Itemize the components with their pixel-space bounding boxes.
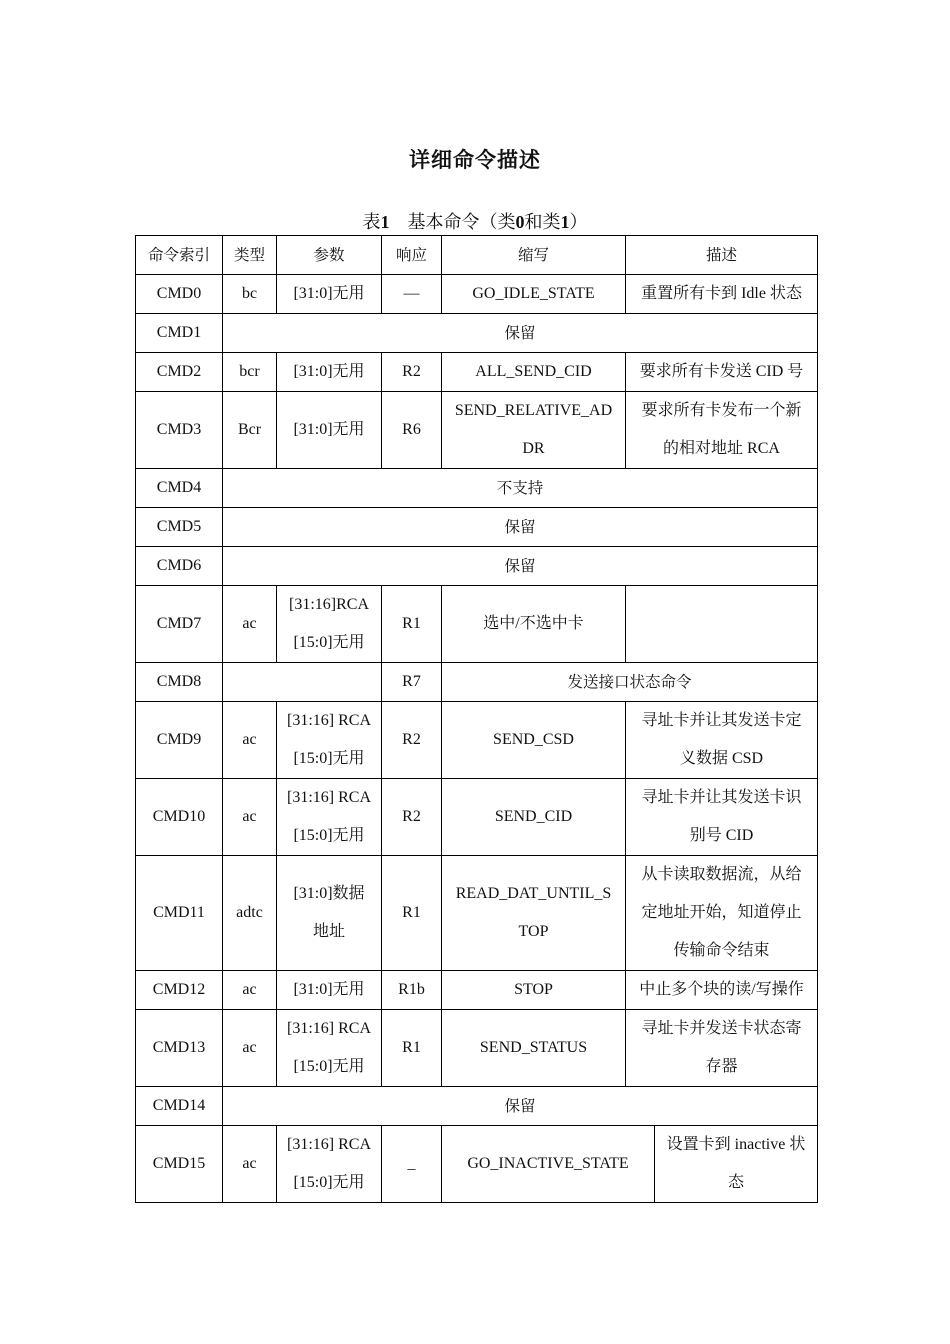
cell-index: CMD13 — [136, 1010, 223, 1087]
cell-line: 别号 CID — [689, 827, 754, 844]
cell-index: CMD15 — [136, 1126, 223, 1203]
cell-line: [15:0]无用 — [293, 1058, 365, 1075]
cell-type: Bcr — [223, 392, 277, 469]
header-resp: 响应 — [382, 236, 442, 275]
cell-abbr: GO_INACTIVE_STATE — [442, 1126, 655, 1203]
header-desc: 描述 — [626, 236, 818, 275]
cell-index: CMD9 — [136, 702, 223, 779]
cell-type: ac — [223, 702, 277, 779]
cell-arg — [277, 856, 382, 971]
header-arg: 参数 — [277, 236, 382, 275]
caption-text-b: 和类 — [524, 212, 561, 232]
table-caption — [0, 208, 950, 234]
cell-arg — [277, 586, 382, 663]
cell-line: 定地址开始，知道停止 — [641, 904, 802, 921]
cell-line: READ_DAT_UNTIL_S — [455, 885, 612, 902]
cell-index: CMD8 — [136, 663, 223, 702]
page-title: 详细命令描述 — [409, 148, 541, 172]
caption-number: 1 — [380, 212, 390, 232]
cell-resp: R2 — [382, 702, 442, 779]
cell-line: 地址 — [312, 923, 345, 940]
command-table — [135, 235, 818, 1203]
cell-index: CMD11 — [136, 856, 223, 971]
cell-desc — [626, 856, 818, 971]
cell-index: CMD7 — [136, 586, 223, 663]
cell-type: ac — [223, 971, 277, 1010]
table-row — [136, 971, 818, 1010]
cell-arg — [277, 1010, 382, 1087]
cell-line: 传输命令结束 — [673, 942, 770, 959]
table-row — [136, 469, 818, 508]
cell-line: 要求所有卡发布一个新 — [641, 402, 802, 419]
cell-arg — [277, 1126, 382, 1203]
cell-line: 存器 — [705, 1058, 738, 1075]
header-abbr: 缩写 — [442, 236, 626, 275]
table-row — [136, 547, 818, 586]
cell-type: bcr — [223, 353, 277, 392]
cell-desc — [626, 1010, 818, 1087]
cell-type: ac — [223, 586, 277, 663]
cell-line: 从卡读取数据流，从给 — [641, 866, 802, 883]
table-row — [136, 702, 818, 779]
cell-arg: [31:0]无用 — [277, 392, 382, 469]
caption-class-a: 0 — [515, 212, 525, 232]
caption-text-c: ） — [569, 212, 588, 232]
cell-desc — [626, 586, 818, 663]
table-row — [136, 1087, 818, 1126]
cell-index: CMD10 — [136, 779, 223, 856]
cell-span: 保留 — [223, 508, 818, 547]
cell-arg — [277, 779, 382, 856]
cell-resp: R1 — [382, 856, 442, 971]
cell-line: 义数据 CSD — [679, 750, 764, 767]
cell-line: [31:16] RCA — [287, 1020, 371, 1037]
cell-desc: 重置所有卡到 Idle 状态 — [626, 275, 818, 314]
cell-abbr: SEND_STATUS — [442, 1010, 626, 1087]
cell-index: CMD1 — [136, 314, 223, 353]
cell-arg: [31:0]无用 — [277, 275, 382, 314]
cell-span: 不支持 — [223, 469, 818, 508]
cell-arg: [31:0]无用 — [277, 353, 382, 392]
table-row — [136, 856, 818, 971]
table-row — [136, 353, 818, 392]
cell-desc — [626, 702, 818, 779]
cell-index: CMD4 — [136, 469, 223, 508]
table-row — [136, 392, 818, 469]
cell-arg — [277, 702, 382, 779]
cell-abbr: 选中/不选中卡 — [442, 586, 626, 663]
cell-type: ac — [223, 779, 277, 856]
caption-class-b: 1 — [560, 212, 570, 232]
cell-resp: R1 — [382, 586, 442, 663]
cell-line: 的相对地址 RCA — [663, 440, 780, 457]
cell-line: 寻址卡并发送卡状态寄 — [641, 1020, 802, 1037]
cell-line: [31:16] RCA — [287, 1136, 371, 1153]
cell-resp: R1b — [382, 971, 442, 1010]
table-header-row — [136, 236, 818, 275]
table-row — [136, 663, 818, 702]
cell-abbr: SEND_CSD — [442, 702, 626, 779]
cell-abbr: SEND_CID — [442, 779, 626, 856]
cell-line: DR — [522, 440, 545, 457]
cell-span: 保留 — [223, 1087, 818, 1126]
caption-text-a: 基本命令（类 — [407, 212, 516, 232]
cell-empty — [223, 663, 382, 702]
header-type: 类型 — [223, 236, 277, 275]
cell-line: 寻址卡并让其发送卡定 — [641, 712, 802, 729]
cell-resp: _ — [382, 1126, 442, 1203]
header-index: 命令索引 — [136, 236, 223, 275]
table-row — [136, 275, 818, 314]
table-row — [136, 586, 818, 663]
cell-desc: 中止多个块的读/写操作 — [626, 971, 818, 1010]
cell-abbr: GO_IDLE_STATE — [442, 275, 626, 314]
cell-type: ac — [223, 1010, 277, 1087]
cell-span: 发送接口状态命令 — [442, 663, 818, 702]
cell-line: [31:16] RCA — [287, 789, 371, 806]
cell-desc — [626, 779, 818, 856]
cell-index: CMD6 — [136, 547, 223, 586]
cell-span: 保留 — [223, 547, 818, 586]
cell-abbr — [442, 392, 626, 469]
cell-line: [31:0]数据 — [293, 885, 365, 902]
cell-abbr: ALL_SEND_CID — [442, 353, 626, 392]
cell-abbr: STOP — [442, 971, 626, 1010]
table-row — [136, 1126, 818, 1203]
cell-resp: R2 — [382, 353, 442, 392]
cell-desc: 要求所有卡发送 CID 号 — [626, 353, 818, 392]
cell-resp: R2 — [382, 779, 442, 856]
cell-index: CMD0 — [136, 275, 223, 314]
cell-resp: R7 — [382, 663, 442, 702]
cell-resp: R6 — [382, 392, 442, 469]
cell-desc — [626, 392, 818, 469]
cell-abbr — [442, 856, 626, 971]
cell-span: 保留 — [223, 314, 818, 353]
cell-line: [31:16]RCA — [289, 596, 369, 613]
cell-arg: [31:0]无用 — [277, 971, 382, 1010]
table-row — [136, 508, 818, 547]
cell-index: CMD12 — [136, 971, 223, 1010]
cell-index: CMD2 — [136, 353, 223, 392]
cell-type: ac — [223, 1126, 277, 1203]
table-row — [136, 779, 818, 856]
cell-line: 态 — [728, 1174, 745, 1191]
cell-line: SEND_RELATIVE_AD — [454, 402, 613, 419]
cell-line: TOP — [518, 923, 549, 940]
cell-line: [15:0]无用 — [293, 1174, 365, 1191]
table-row — [136, 314, 818, 353]
cell-resp: R1 — [382, 1010, 442, 1087]
caption-prefix: 表 — [362, 212, 381, 232]
cell-line: 设置卡到 inactive 状 — [666, 1136, 806, 1153]
cell-line: [15:0]无用 — [293, 634, 365, 651]
cell-line: [15:0]无用 — [293, 827, 365, 844]
table-row — [136, 1010, 818, 1087]
cell-index: CMD5 — [136, 508, 223, 547]
cell-index: CMD3 — [136, 392, 223, 469]
cell-desc — [655, 1126, 818, 1203]
cell-line: [15:0]无用 — [293, 750, 365, 767]
cell-resp: — — [382, 275, 442, 314]
cell-type: bc — [223, 275, 277, 314]
cell-index: CMD14 — [136, 1087, 223, 1126]
cell-type: adtc — [223, 856, 277, 971]
cell-line: 寻址卡并让其发送卡识 — [641, 789, 802, 806]
cell-line: [31:16] RCA — [287, 712, 371, 729]
